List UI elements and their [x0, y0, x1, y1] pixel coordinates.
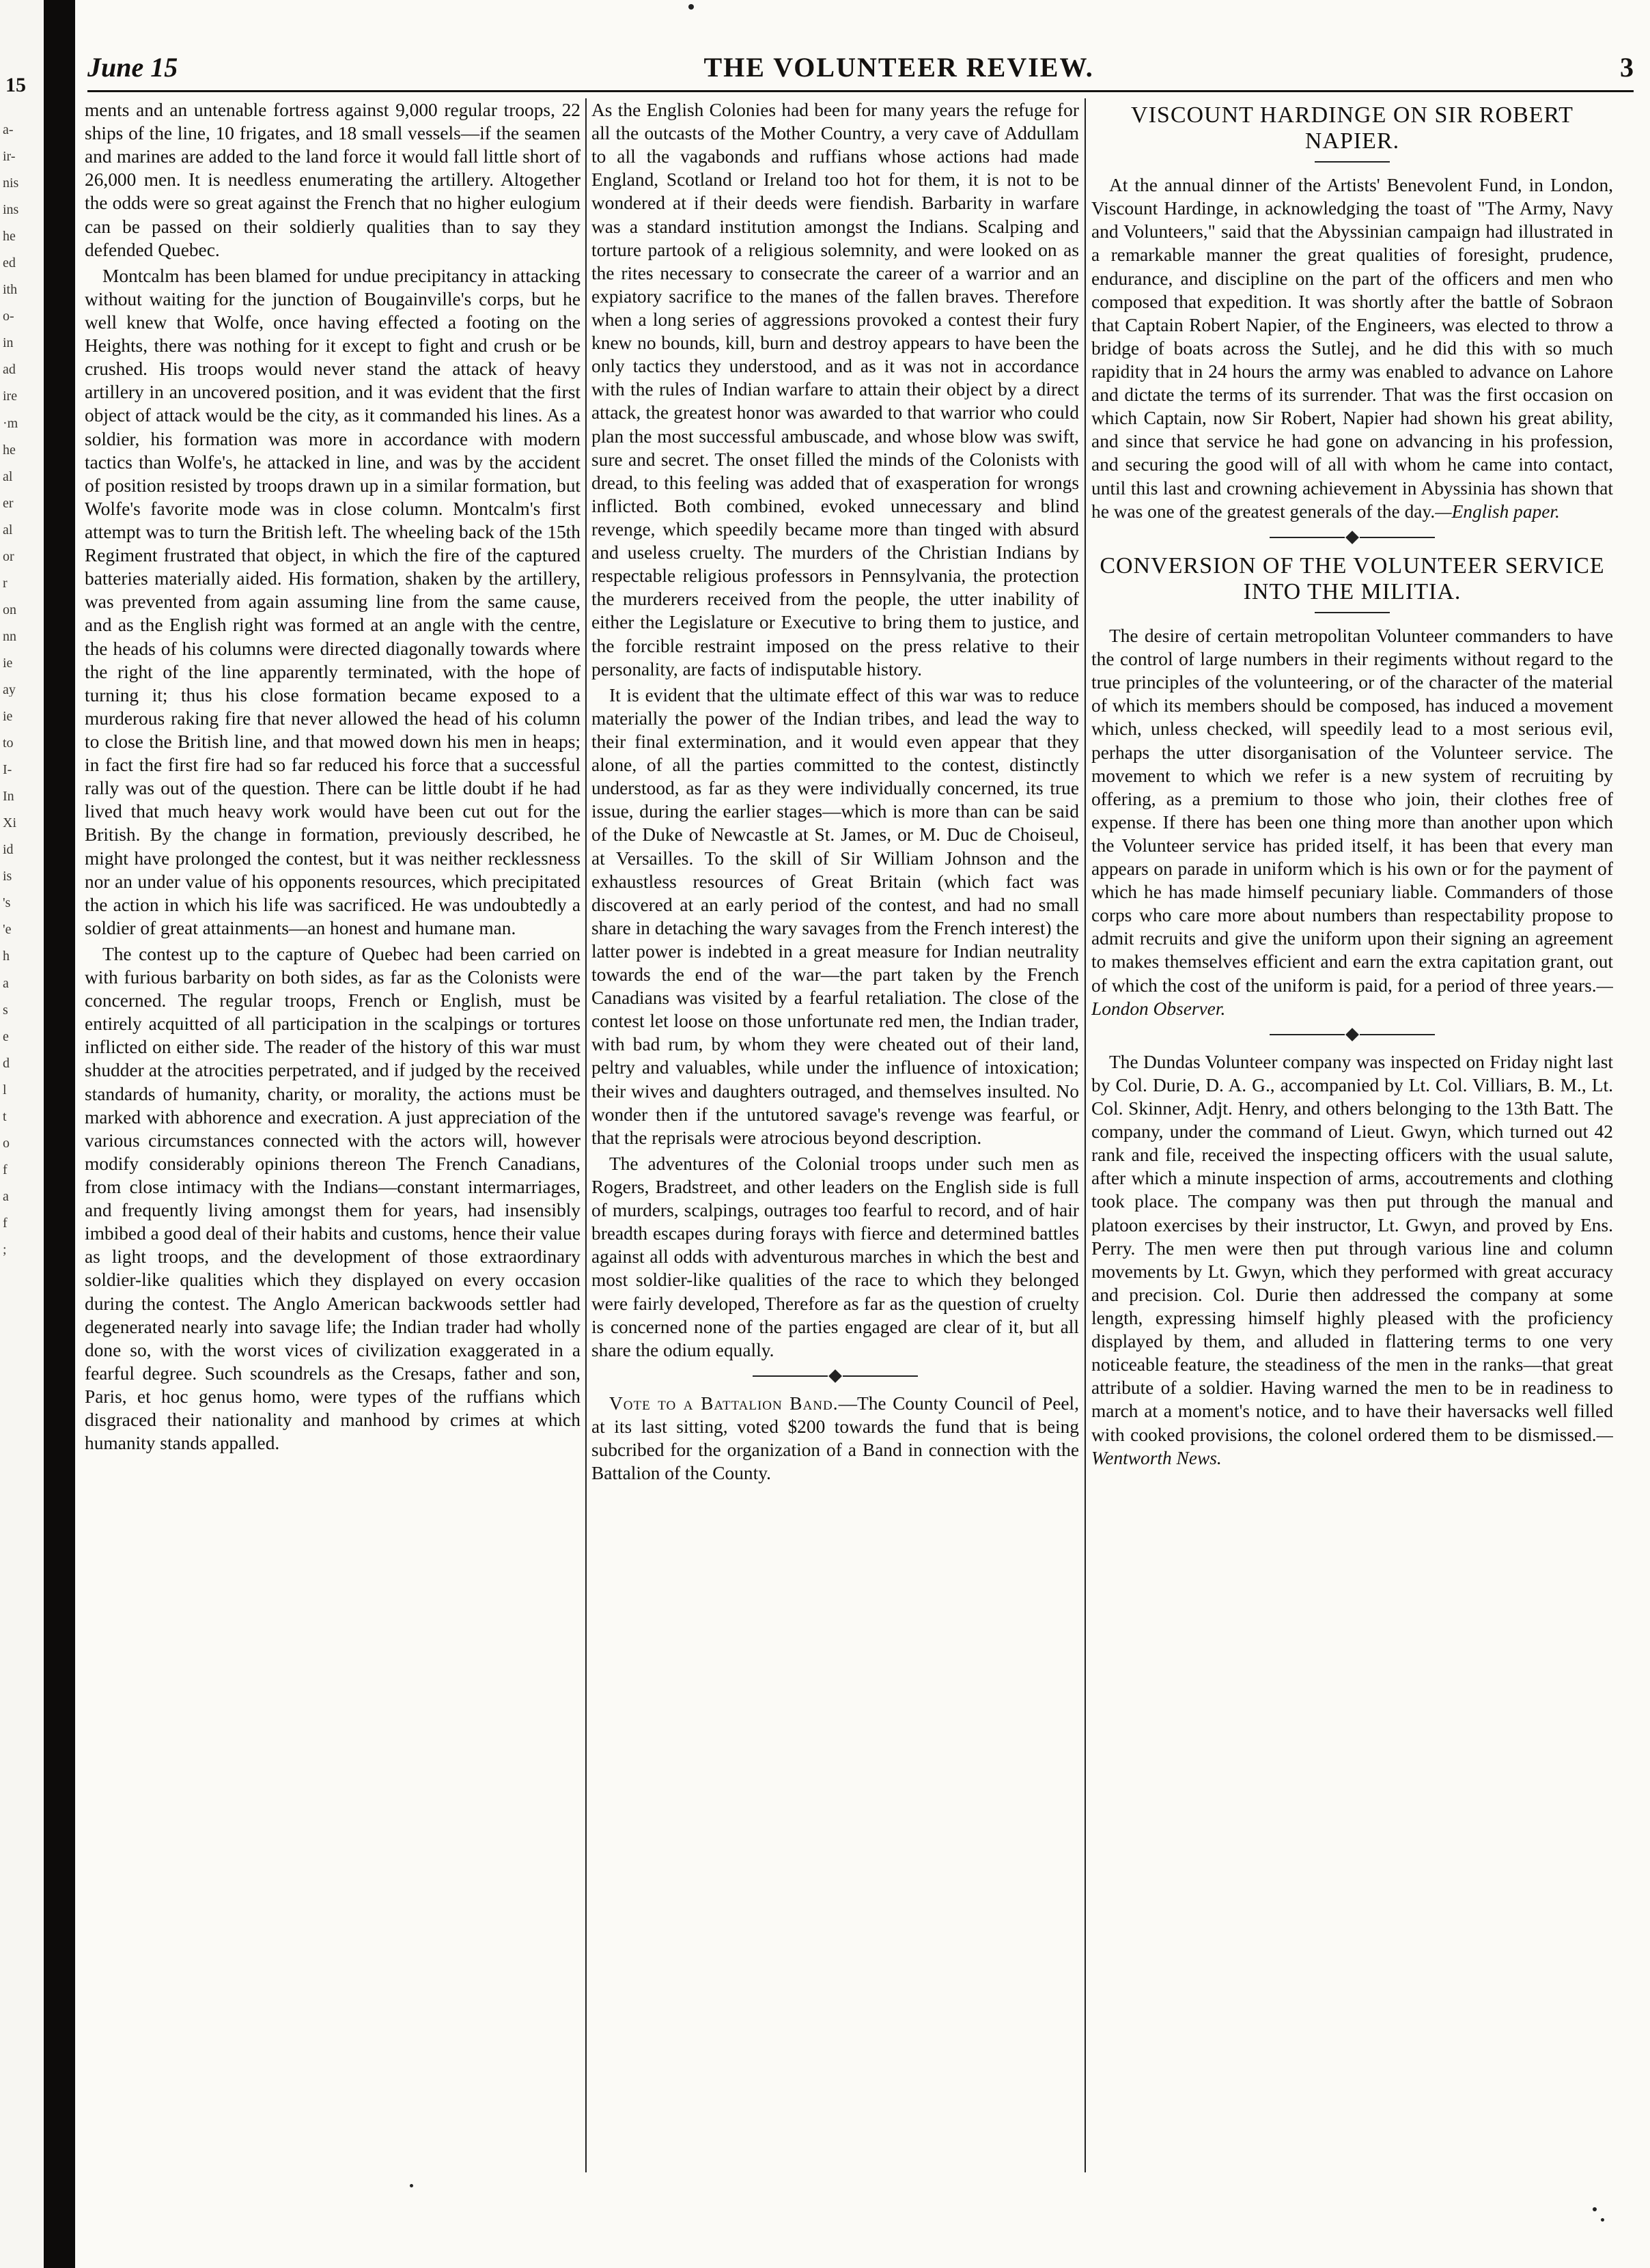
- column-1: [85, 98, 581, 2172]
- column-2: [591, 98, 1079, 2172]
- article-paragraph: As the English Colonies had been for many years the refuge for all the outcasts of the Mother Country, a very cave of Addullam to all the vagabonds and ruffians whose actions had made England, Scotland or Ireland too hot for them, it is not to be wondered at if their deeds were fiendish. Barbarity in warfare was a standard institution amongst the Indians. Scalping and torture partook of a religious solemnity, and were looked on as the rites necessary to consecrate the career of a warrior and an expiatory sacrifice to the manes of the fallen braves. Therefore when a long series of aggressions provoked a contest their fury knew no bounds, kill, burn and destroy appears to have been the only tactics they understood, and as it was not in accordance with the rules of Indian warfare to attain their object by a direct attack, the greatest honor was awarded to that warrior who could plan the most successful ambuscade, and whose blow was swift, sure and secret. The onset filled the minds of the Colonists with dread, to this feeling was added that of exasperation for wrongs inflicted. Both combined, evoked unnecessary and blind revenge, which speedily became more than tinged with absurd and useless cruelty. The murders of the Christian Indians by respectable religious professors in Pennsylvania, the protection the murderers received from the people, the utter inability of either the Legislature or Executive to bring them to justice, and the forcible restraint imposed on the press relative to their personality, are facts of indisputable history.: [591, 100, 1079, 680]
- source-credit: —English paper.: [1435, 501, 1560, 522]
- band-notice-head: Vote to a Battalion Band.: [609, 1392, 839, 1414]
- section-divider: [591, 1371, 1079, 1381]
- adjacent-page-fragment: al: [3, 469, 13, 484]
- header-rule: [87, 90, 1634, 92]
- adjacent-page-number: 15: [5, 74, 26, 96]
- article-heading-conversion: CONVERSION OF THE VOLUNTEER SERVICE INTO THE MILITIA.: [1100, 552, 1605, 604]
- adjacent-page-fragment: a: [3, 1189, 9, 1203]
- adjacent-page-fragment: on: [3, 602, 16, 617]
- adjacent-page-fragment: I-: [3, 763, 12, 777]
- band-notice: [591, 1392, 1079, 1485]
- print-speck: [688, 4, 694, 10]
- adjacent-page-fragment: f: [3, 1162, 8, 1177]
- adjacent-page-fragment: a: [3, 976, 9, 990]
- section-divider: [1091, 1030, 1613, 1039]
- adjacent-page-fragment: nis: [3, 176, 19, 191]
- article-paragraph: [1091, 1050, 1613, 1470]
- adjacent-page-fragment: Xi: [3, 816, 16, 830]
- article-paragraph: ments and an untenable fortress against 9,000 regular troops, 22 ships of the line, 10 frigates, and 18 small vessels—if the seamen and marines are added to the land force it would fall little short of 26,000 men. It is needless enumerating the artillery. Altogether the odds were so great against the French that no higher eulogium can be passed on their soldierly qualities than to say they defended Quebec.: [85, 100, 581, 260]
- adjacent-page-fragment: a-: [3, 123, 14, 137]
- adjacent-page-fragment: in: [3, 336, 14, 350]
- adjacent-page-fragment: r: [3, 576, 8, 590]
- adjacent-page-fragment: f: [3, 1216, 8, 1230]
- column-rule: [1085, 98, 1086, 2172]
- source-credit: —Wentworth News.: [1091, 1424, 1613, 1468]
- adjacent-page-fragment: ith: [3, 283, 18, 297]
- adjacent-page-fragment: In: [3, 789, 14, 804]
- adjacent-page-fragment: ed: [3, 256, 16, 270]
- issue-date: June 15: [87, 51, 178, 83]
- adjacent-page-fragment: ay: [3, 683, 16, 697]
- article-paragraph: The adventures of the Colonial troops under such men as Rogers, Bradstreet, and other leaders on the English side is full of murders, scalpings, outrages too fearful to record, and of hair breadth escapes during forays with fierce and determined battles against all odds with adventurous marches in which the best and most soldier-like qualities of the race to which they belonged were fairly developed, Therefore as far as the question of cruelty is concerned none of the parties engaged are clear of it, but all share the odium equally.: [591, 1153, 1079, 1360]
- adjacent-page-fragment: s: [3, 1003, 8, 1017]
- adjacent-page-fragment: l: [3, 1082, 7, 1097]
- adjacent-page-fragment: h: [3, 949, 10, 964]
- print-speck: [1593, 2207, 1597, 2211]
- adjacent-page-fragment: al: [3, 522, 13, 537]
- article-paragraph: [1091, 173, 1613, 523]
- article-paragraph: Montcalm has been blamed for undue precipitancy in attacking without waiting for the junction of Bougainville's corps, but he well knew that Wolfe, once having effected a footing on the Heights, there was nothing for it except to fight and crush or be crushed. His troops would never stand the attack of heavy artillery in an uncovered position, and it was evident that the first object of attack would be the city, as it commanded his lines. As a soldier, his formation was more in accordance with modern tactics than Wolfe's, he attacked in line, and was by the accident of position resisted by troops drawn up in a similar formation, but Wolfe's favorite mode was in close column. Montcalm's first attempt was to turn the British left. The wheeling back of the 15th Regiment frustrated that object, in which the fire of the captured batteries materially aided. His formation, shaken by the artillery, was prevented from again assuming line from the same cause, and as the English right was formed at an angle with the centre, the heads of his columns were directed diagonally towards where the right of the line apparently terminated, with the hope of turning it; thus his close formation became exposed to a murderous raking fire that never allowed the head of his column to close the British line, and that mowed down his men in heaps; in fact the first fire had so far reduced his force that a successful rally was out of the question. There can be little doubt if he had lived that much heavy work would have been cut out for the British. By the change in formation, previously described, he might have prolonged the contest, but it was neither recklessness nor an under value of his opponents resources, which precipitated the action in which his life was sacrificed. He was undoubtedly a soldier of great attainments—an honest and humane man.: [85, 265, 581, 938]
- adjacent-page-fragment: ie: [3, 656, 13, 670]
- adjacent-page-fragment: ire: [3, 389, 18, 404]
- page-header: [87, 49, 1634, 85]
- adjacent-page-fragment: nn: [3, 629, 16, 643]
- adjacent-page-fragment: he: [3, 229, 16, 244]
- dundas-text: The Dundas Volunteer company was inspected on Friday night last by Col. Durie, D. A. G., accompanied by Lt. Col. Villiars, B. M., Lt. Col. Skinner, Adjt. Henry, and others belonging to the 13th Batt. The company, under the command of Lieut. Gwyn, which turned out 42 rank and file, received the inspecting officers with the usual salute, after which a minute inspection of arms, accoutrements and clothing took place. The company was then put through the manual and platoon exercises by their instructor, Lt. Gwyn, and proved by Ens. Perry. The men were then put through various line and column movements by Lt. Gwyn, which they performed with great accuracy and precision. Col. Durie then addressed the company at some length, expressing himself highly pleased with the proficiency displayed by them, and alluded in flattering terms to one very noticeable feature, the steadiness of the men in the ranks—that great attribute of a soldier. Having warned the men to be in readiness to march at a moment's notice, and to have their haversacks well filled with cooked provisions, the colonel ordered them to be dismissed.: [1091, 1051, 1613, 1445]
- print-speck: [410, 2184, 413, 2187]
- conversion-text: The desire of certain metropolitan Volunteer commanders to have the control of large numbers in their regiments without regard to the true principles of the volunteering, or of the character of the material of which its members should be composed, has induced a movement which, unless checked, will speedily lead to a most serious evil, perhaps the utter disorganisation of the Volunteer service. The movement to which we refer is a new system of recruiting by offering, as a premium to those who join, their clothes free of expense. If there has been one thing more than another upon which the Volunteer service has prided itself, it has been that every man appears on parade in uniform which is his own or for the payment of which he has made himself pecuniary liable. Commanders of those corps who care more about numbers than respectability propose to admit recruits and give the uniform upon their signing an agreement to makes themselves efficient and earn the extra capitation grant, out of which the cost of the uniform is paid, for a period of three years.: [1091, 625, 1613, 996]
- adjacent-page-fragment: ins: [3, 203, 19, 217]
- adjacent-page-fragment: ad: [3, 363, 16, 377]
- adjacent-page-strip: [0, 0, 42, 2268]
- page-number: 3: [1619, 51, 1634, 83]
- binding-spine: [44, 0, 75, 2268]
- adjacent-page-fragment: is: [3, 869, 12, 884]
- adjacent-page-fragment: 's: [3, 896, 11, 910]
- adjacent-page-fragment: to: [3, 736, 14, 751]
- hardinge-text: At the annual dinner of the Artists' Benevolent Fund, in London, Viscount Hardinge, in acknowledging the toast of "The Army, Navy and Volunteers," said that the Abyssinian campaign had illustrated in a remarkable manner the great qualities of foresight, prudence, endurance, and discipline on the part of the officers and men who composed that expedition. It was shortly after the battle of Sobraon that Captain Robert Napier, of the Engineers, was elected to throw a bridge of boats across the Sutlej, and he did this with so much rapidity that in 24 hours the army was enabled to advance on Lahore and dictate the terms of its surrender. That was the first occasion on which Captain, now Sir Robert, Napier had shown his great ability, and since that service he had gone on advancing in his profession, and securing the good will of all with whom he came into contact, until this last and crowning achievement in Abyssinia has shown that he was one of the greatest generals of the day.: [1091, 175, 1613, 522]
- column-rule: [585, 98, 587, 2172]
- heading-rule: [1315, 161, 1390, 163]
- adjacent-page-fragment: ie: [3, 710, 13, 724]
- print-speck: [1601, 2218, 1604, 2222]
- adjacent-page-fragment: er: [3, 496, 14, 510]
- adjacent-page-fragment: o: [3, 1136, 10, 1150]
- adjacent-page-fragment: he: [3, 443, 16, 457]
- adjacent-page-fragment: ;: [3, 1243, 7, 1257]
- column-3: [1091, 98, 1613, 2172]
- article-heading-hardinge: VISCOUNT HARDINGE ON SIR ROBERT NAPIER.: [1131, 102, 1574, 154]
- adjacent-page-fragment: d: [3, 1056, 10, 1070]
- adjacent-page-fragment: or: [3, 549, 14, 563]
- adjacent-page-fragment: 'e: [3, 923, 12, 937]
- newspaper-title: THE VOLUNTEER REVIEW.: [703, 51, 1094, 83]
- adjacent-page-fragment: t: [3, 1109, 7, 1123]
- adjacent-page-fragment: ·m: [3, 416, 18, 430]
- heading-rule: [1315, 612, 1390, 613]
- source-credit: —London Observer.: [1091, 975, 1613, 1019]
- section-divider: [1091, 533, 1613, 542]
- adjacent-page-fragment: ir-: [3, 150, 16, 164]
- adjacent-page-fragment: e: [3, 1029, 9, 1044]
- article-paragraph: [1091, 624, 1613, 1020]
- adjacent-page-fragment: id: [3, 843, 14, 857]
- adjacent-page-fragment: o-: [3, 309, 14, 324]
- article-paragraph: The contest up to the capture of Quebec had been carried on with furious barbarity on both sides, as far as the Colonists were concerned. The regular troops, French or English, must be entirely acquitted of all participation in the scalpings or tortures inflicted on either side. The reader of the history of this war must shudder at the atrocities perpetrated, and if judged by the received standards of humanity, charity, or morality, the actions must be marked with abhorence and execration. A just appreciation of the various circumstances connected with the actors will, however modify considerably opinions thereon The French Canadians, from close intimacy with the Indians—constant intermarriages, and frequently living amongst them for years, had insensibly imbibed a good deal of their habits and customs, hence their value as light troops, and the development of those extraordinary soldier-like qualities which they displayed on every occasion during the contest. The Anglo American backwoods settler had degenerated nearly into savage life; the Indian trader had wholly done so, with the worst vices of civilization exaggerated in a fearful degree. Such scoundrels as the Cresaps, father and son, Paris, et hoc genus homo, were types of the ruffians which disgraced their nationality and manhood by crimes at which humanity stands appalled.: [85, 943, 581, 1454]
- band-notice-text: —The County Council of Peel, at its last sitting, voted $200 towards the fund that is being subcribed for the organization of a Band in connection with the Battalion of the County.: [591, 1392, 1079, 1484]
- article-paragraph: It is evident that the ultimate effect of this war was to reduce materially the power of the Indian tribes, and lead the way to their final extermination, and it would even appear that they alone, of all the parties committed to the contest, distinctly understood, as far as they were individually concerned, its true issue, during the earlier stages—which is more than can be said of the Duke of Newcastle at St. James, or M. Duc de Choiseul, at Versailles. To the skill of Sir William Johnson and the exhaustless resources of Great Britain (which fact was discovered at an early period of the contest, and had no small share in detaching the wary savages from the French interest) the latter power is indebted in a great measure for Indian neutrality towards the end of the war—the part taken by the French Canadians was visited by a fearful retaliation. The close of the contest let loose on those unfortunate red men, the Indian trader, with bad rum, by whom they were cheated out of their land, peltry and valuables, while under the influence of intoxication; their wives and daughters outraged, and themselves insulted. No wonder then if the untutored savage's revenge was fearful, or that the reprisals were atrocious beyond description.: [591, 684, 1079, 1148]
